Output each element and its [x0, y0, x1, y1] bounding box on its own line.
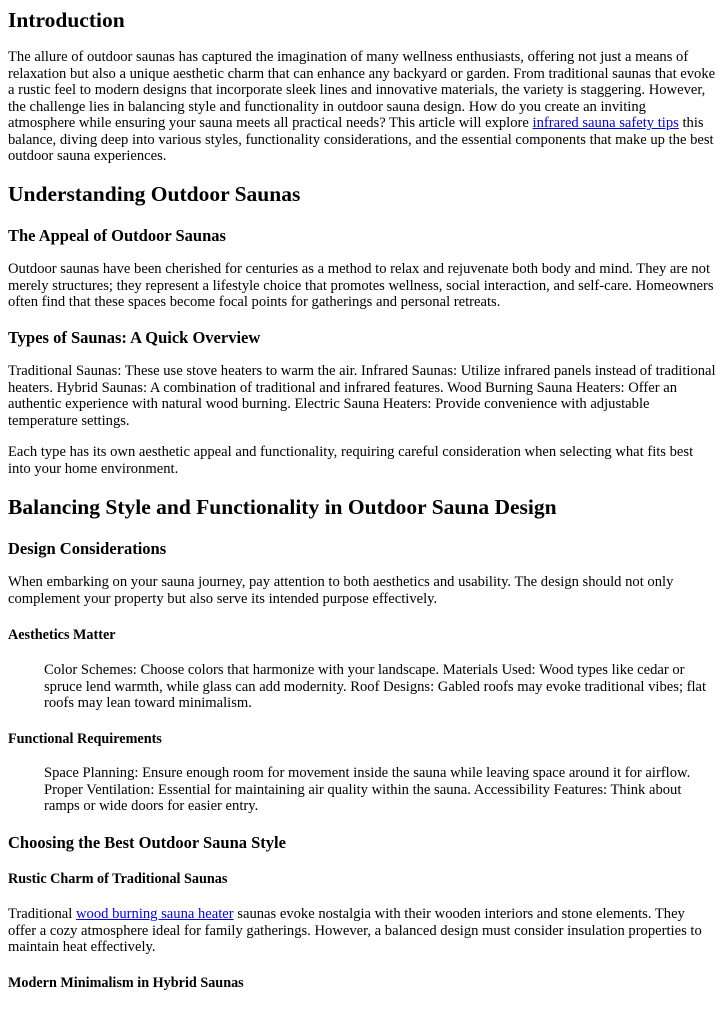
aesthetics-paragraph: Color Schemes: Choose colors that harmonize with your landscape. Materials Used: Wood types like cedar or spruce lend warmth, while glass can add modernity. Roof Designs: Gabled roofs may evoke traditional vibes; flat roofs may lean toward minimalism. [44, 662, 707, 711]
choosing-outdoor-sauna-style-heading: Choosing the Best Outdoor Sauna Style [8, 833, 286, 852]
functional-requirements-heading: Functional Requirements [8, 731, 162, 747]
rustic-charm-paragraph [8, 906, 716, 956]
infrared-sauna-safety-tips-link[interactable]: infrared sauna safety tips [532, 115, 679, 131]
balancing-style-functionality-heading: Balancing Style and Functionality in Outdoor Sauna Design [8, 495, 557, 519]
aesthetics-matter-heading: Aesthetics Matter [8, 627, 116, 643]
design-considerations-paragraph: When embarking on your sauna journey, pay attention to both aesthetics and usability. The design should not only complement your property but also serve its intended purpose effectively. [8, 574, 674, 607]
appeal-of-outdoor-saunas-heading: The Appeal of Outdoor Saunas [8, 226, 226, 245]
appeal-paragraph: Outdoor saunas have been cherished for centuries as a method to relax and rejuvenate both body and mind. They are not merely structures; they represent a lifestyle choice that promotes wellness, social interaction, and self-care. Homeowners often find that these spaces become focal points for gatherings and personal retreats. [8, 261, 714, 310]
introduction-text-before-link: The allure of outdoor saunas has captured the imagination of many wellness enthusiasts, offering not just a means of relaxation but also a unique aesthetic charm that can enhance any backyard or garden. From traditional saunas that evoke a rustic feel to modern designs that incorporate sleek lines and innovative materials, the variety is staggering. However, the challenge lies in balancing style and functionality in outdoor sauna design. How do you create an inviting atmosphere while ensuring your sauna meets all practical needs? This article will explore [8, 49, 716, 131]
rustic-text-before-link: Traditional [8, 906, 76, 922]
design-considerations-heading: Design Considerations [8, 539, 167, 558]
rustic-text-after-link: saunas evoke nostalgia with their wooden interiors and stone elements. They offer a cozy atmosphere ideal for family gatherings. However, a balanced design must consider insulation properties to maintain heat effectively. [8, 906, 702, 955]
introduction-paragraph [8, 49, 716, 165]
introduction-heading: Introduction [8, 8, 125, 32]
introduction-text-after-link: this balance, diving deep into various styles, functionality considerations, and the essential components that make up the best outdoor sauna experiences. [8, 115, 714, 164]
rustic-charm-heading: Rustic Charm of Traditional Saunas [8, 871, 228, 887]
functional-requirements-paragraph: Space Planning: Ensure enough room for movement inside the sauna while leaving space around it for airflow. Proper Ventilation: Essential for maintaining air quality within the sauna. Accessibility Features: Think about ramps or wide doors for easier entry. [44, 765, 691, 814]
wood-burning-sauna-heater-link[interactable]: wood burning sauna heater [75, 906, 234, 922]
types-summary-paragraph: Each type has its own aesthetic appeal and functionality, requiring careful consideration when selecting what fits best into your home environment. [8, 444, 694, 477]
understanding-outdoor-saunas-heading: Understanding Outdoor Saunas [8, 182, 301, 206]
types-of-saunas-heading: Types of Saunas: A Quick Overview [8, 328, 261, 347]
modern-minimalism-heading: Modern Minimalism in Hybrid Saunas [8, 975, 244, 991]
types-list-paragraph: Traditional Saunas: These use stove heaters to warm the air. Infrared Saunas: Utilize infrared panels instead of traditional heaters. Hybrid Saunas: A combination of traditional and infrared features. Wood Burning Sauna Heaters: Offer an authentic experience with natural wood burning. Electric Sauna Heaters: Provide convenience with adjustable temperature settings. [8, 363, 716, 429]
